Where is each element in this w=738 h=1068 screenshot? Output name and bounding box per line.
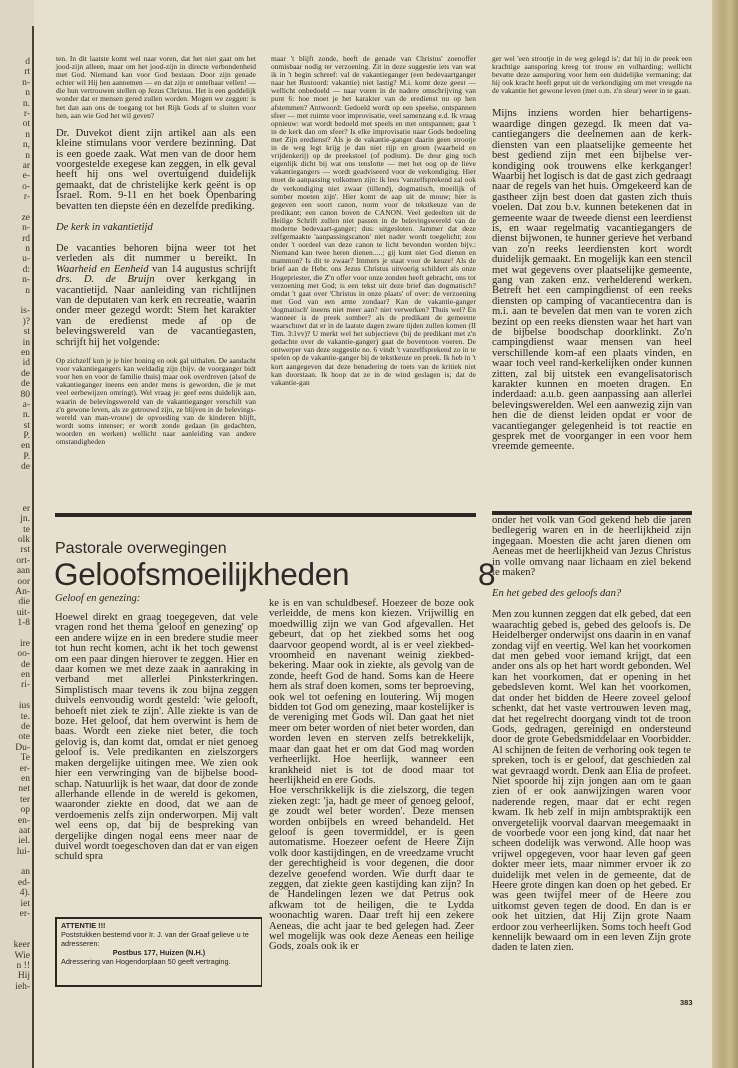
margin-fragment: o-: [22, 181, 30, 192]
margin-fragment: d: [25, 57, 30, 67]
top-column-2: [271, 55, 476, 513]
page-number: 383: [680, 998, 693, 1007]
text: van 14 augustus schrijft: [148, 263, 256, 275]
section-divider: [55, 513, 476, 517]
article-column-1: [55, 593, 258, 863]
margin-fragment: aan: [16, 566, 30, 577]
margin-fragment: olk: [17, 534, 30, 545]
quote-block: ger wel 'een strootje in de weg gelegd is'; dat hij in de preek een krachtige aansporing kreeg tot trouw en volharding; wellicht bevatte deze aansporing voor hem een duidelijke vermaning; dat hij ook kracht heeft geput uit de verkondiging om met vreugde na de vakantie het gewone leven (met o.m. z'n sleur) weer in te gaan.: [492, 54, 692, 96]
margin-fragment: An-: [15, 586, 30, 597]
margin-fragment: ieh-: [15, 981, 30, 992]
margin-fragment: net: [18, 784, 30, 795]
margin-fragment: ri-: [21, 680, 30, 691]
margin-fragment: 1-8: [17, 618, 30, 629]
margin-fragment: n,: [22, 140, 30, 151]
margin-fragment: st: [23, 420, 30, 431]
article-kicker: Pastorale overwegingen: [55, 540, 227, 557]
margin-fragment: ot: [22, 119, 30, 130]
text: over kerkgang in vacantietijd. Naar aanleiding van richtlijnen van de deputaten van kerk en recreatie, waarin onder meer gezegd wordt: Stem het karakter van de eredienst mede af op de belevingswereld van de vacantiegasten, schrijft hij het volgende:: [56, 274, 256, 348]
margin-fragment: Wie: [14, 950, 30, 961]
margin-fragment: e-: [22, 171, 30, 182]
margin-fragment: en: [21, 670, 30, 681]
margin-fragment: ote: [18, 732, 30, 743]
notice-text: Poststukken bestemd voor Ir. J. van der Graaf gelieve u te adresseren:: [61, 930, 249, 948]
article-series-number: 8: [478, 556, 496, 592]
margin-fragment: n: [25, 285, 30, 296]
margin-fragment: d:: [22, 264, 30, 275]
margin-fragment: ter: [19, 794, 30, 805]
margin-fragment: [0, 857, 30, 867]
margin-fragment: [0, 493, 30, 503]
margin-fragment: n-: [22, 223, 30, 234]
paragraph: Hoe verschrikkelijk is die zielszorg, die tegen zieken zegt: 'ja, hadt ge meer of genoeg geloof, ge zoudt wel beter worden'. Deze mensen worden onbijbels en wreed behandeld. Het geloof is geen tovermiddel, er is geen automatisme. Hoezeer oefent de Heere Zijn volk door kastijdingen, en de vreedzame vrucht der gerechtigheid is voor degenen, die door dezelve geoefend worden. Wie durft daar te zeggen, dat ziekte geen kastijding kan zijn? In de Handelingen lezen we dat Petrus ook afkwam tot de heiligen, die te Lydda woonachtig waren. Daar treft hij een zekere Aeneas, die acht jaar te bed gelegen had. Zeer wel mogelijk was ook deze Aeneas een heilige Gods, zoals ook ik er: [269, 785, 474, 953]
margin-fragment: [0, 628, 30, 638]
margin-fragment: oor: [17, 576, 30, 587]
margin-fragment: 4).: [19, 888, 30, 899]
margin-fragment: jn.: [20, 514, 30, 525]
margin-fragment: rt: [24, 67, 30, 78]
section-heading: En het gebed des geloofs dan?: [492, 588, 622, 600]
paragraph: ke is en van schuldbesef. Hoezeer de boze ook verleidde, de mens kon kiezen. Vrijwillig en moedwillig zijn we van God afgevallen. Het gebeurt, dat op het ziekbed soms het oog daarvoor geopend wordt, al is er veel ziekbed-vroomheid en navenant weinig ziekbed-bekering. Maar ook in ziekte, als gevolg van de zonde, heeft God de hand. Soms kan de Heere hem als straf doen komen, soms ter beproeving, ook wel tot oefening en loutering. Wij mogen bidden tot God om genezing, maar kostelijker is de vereniging met Gods wil. Dan gaat het niet meer om beter worden of niet beter worden, dan worden leven en sterven zelfs betrekkelijk, maar dan gaat het er om dat God mag worden verheerlijkt. Hoe heerlijk, wanneer een krankheid niet is tot de dood maar tot heerlijkheid en ere Gods.: [269, 598, 474, 786]
margin-fragment: de: [21, 368, 30, 379]
margin-fragment: P.: [23, 431, 30, 442]
margin-fragment: keer: [13, 940, 30, 951]
margin-fragment: a-: [22, 399, 30, 410]
margin-fragment: aat: [18, 825, 30, 836]
margin-fragment: ed-: [17, 877, 30, 888]
margin-fragment: te: [23, 524, 30, 535]
article-title: Geloofsmoeilijkheden: [54, 556, 350, 592]
top-column-1: [56, 55, 256, 511]
margin-fragment: )?: [22, 316, 30, 327]
margin-fragment: n: [25, 150, 30, 161]
margin-fragment: de: [21, 659, 30, 670]
margin-fragment: [0, 930, 30, 940]
margin-fragment: ire: [19, 638, 30, 649]
top-column-3: [492, 55, 692, 511]
margin-fragment: an: [21, 867, 30, 878]
margin-fragment: iel.: [18, 836, 30, 847]
previous-page-fragments: [0, 57, 30, 992]
margin-fragment: n !!: [16, 960, 30, 971]
margin-fragment: [0, 473, 30, 483]
margin-fragment: op: [20, 805, 30, 816]
margin-fragment: oo-: [17, 649, 30, 660]
paragraph: onder het volk van God gekend heb die jaren bedlegerig waren en in de heerlijkheid zijn ingegaan. Moesten die acht jaren dienen om Aeneas met de heerlijkheid van Jezus Christus in volle omvang naar lichaam en ziel bekend te maken?: [492, 515, 691, 579]
margin-fragment: en: [21, 347, 30, 358]
margin-fragment: ze: [21, 212, 30, 223]
publication-name: Waarheid en Eenheid: [56, 263, 149, 275]
margin-fragment: id: [22, 358, 30, 369]
margin-fragment: st: [23, 327, 30, 338]
margin-fragment: lui-: [16, 846, 30, 857]
margin-fragment: n: [25, 88, 30, 99]
notice-heading: ATTENTIE !!!: [61, 921, 106, 930]
section-heading: Geloof en genezing:: [55, 593, 141, 604]
quote-block: ten. In dit laatste komt wel naar voren, dat het niet gaat om het jood-zijn alleen, maar om het jood-zijn in directe verbondenheid met God. Niemand kan voor God bestaan. Door zijn genade echter wil Hij hen aannemen — en dat zijn er ontelbaar vellen! — die hun vertrouwen stellen op Jezus Christus. Het is een goddelijk wonder dat er mensen gered zullen worden. Mogen we zeggen: is het dan aan ons de toegang tot het Rijk Gods af te sluiten voor hen, aan wie God het wil geven?: [56, 54, 256, 120]
margin-fragment: rst: [20, 545, 30, 556]
margin-fragment: Du-: [15, 742, 30, 753]
margin-fragment: 80: [20, 389, 30, 400]
margin-fragment: n.: [22, 410, 30, 421]
margin-fragment: n-: [22, 77, 30, 88]
margin-fragment: er-: [19, 909, 30, 920]
margin-fragment: de: [21, 462, 30, 473]
quote-block: Op zichzelf kun je je hier honing en ook gal uithalen. De aandacht voor vakantiegangers kan weldadig zijn (bijv. de voorganger bidt voor hen en voor de familie thuis) maar ook overdreven (alsof de vakantieganger ineens een ander mens is geworden, die je met veel eerbewijzen omringt). Wel vraag je: geef eens duidelijk aan, waarin de belevingswereld van de vakantieganger verschilt van z'n gewone leven, als ze getrouwd zijn, ze blijven in de belevingswereld van man-vrouw) de opvoeding van de kinderen blijft, wordt soms intenser; er wordt zonde gedaan (in gedachten, woorden en werken) wellicht naar aanleiding van andere omstandigheden: [56, 356, 256, 446]
margin-fragment: [0, 296, 30, 306]
margin-fragment: [0, 202, 30, 212]
text: De vacanties behoren bijna weer tot het verleden als dit nummer u bereikt. In: [56, 243, 256, 265]
margin-fragment: in: [22, 337, 30, 348]
margin-fragment: n.: [22, 98, 30, 109]
margin-fragment: er-: [19, 763, 30, 774]
margin-fragment: iet: [20, 898, 30, 909]
margin-fragment: ius: [18, 701, 30, 712]
margin-fragment: [0, 691, 30, 701]
margin-fragment: de: [21, 722, 30, 732]
paragraph: Dr. Duvekot dient zijn artikel aan als een kleine stimulans voor verdere bezinning. Dat is een goede zaak. Wat men van de door hem voorgestelde exegese kan zeggen, in elk geval heeft hij ons wel overtuigend duidelijk gemaakt, dat de christelijke kerk geënt is op Israel. Rom. 9-11 en het boek Openbaring bevatten ten diepste één en dezelfde prediking.: [56, 127, 256, 212]
quote-block: maar 't blijft zonde, heeft de genade van Christus' zoenoffer onmisbaar nodig ter verzoening. Zit in deze suggestie iets van wat ik in 't begin schreef: val de vakantieganger (een bedevaartganger naar het Rustoord: vakantie) niet lastig? M.i. komt deze geest — wellicht onbedoeld — naar voren in de nadere omschrijving van punt 6: hoe moet je het karakter van de eredienst nu op hen afstemmen? Antwoord: Gedoeld wordt op een speelse, ontspannen sfeer — met ruimte voor improvisatie, veel samenzang e.d. Ik vraag opnieuw: wat wordt bedoeld met speels en met ontspannen; gaat 't in de kerk dan om sfeer? Is elke improvisatie naar Gods bedoeling met Zijn eredienst? Als je de vakantie-ganger daarin geen strootje in de weg legt krijg je dan niet rijp en groen (waarheid en vrijdenkerij) op de preekstoel (of podium). De deur ging toch eigenlijk dicht bij wat ons tenslotte — met het oog op de lieve vakantiegangers — wordt geadviseerd voor de verkondiging. Hier moet de aanpassing volkomen zijn: ik lees 'vanzelfsprekend zal ook de verkondiging niet zwaar (tillend), dogmatisch, moeilijk of somber moeten zijn'. Hier komt de aap uit de mouw; hier is gegeven een soort canon, norm voor de tekstkeuze van de predikant; een canon boven de CANON. Veel gedeelten uit de Heilige Schrift zullen niet passen in de belevingswereld van de moderne bedevaart-ganger; dus: uitgesloten. Jammer dat deze zelfgemaakte 'aanpassingscanon' niet nader wordt toegelicht; zou onder 't oordeel van deze canon te licht bevonden worden bijv.: Niemand kan twee heren dienen.....; gij kunt niet God dienen en mammon? Is dit te zwaar? Immers je staat voor de keuze! Als de brief aan de Hebr. ons Jezus Christus uitvoerig schildert als onze Hogepriester, die Z'n offer voor onze zonden heeft gebracht, ons tot verzoening met God; is een tekst uit deze brief dan dogmatisch? omdat 't gaat over 'Christus in onze plaats' of over: de verzoening met God van een arme zondaar? Kan de vakantie-ganger 'dogmatisch' ineens niet meer aan? niet verwerken? Thuis wel? En wanneer is de preek somber? als de predikant de gemeente waarschuwt dat er in de laatste dagen zware tijden zullen komen (II Tim. 3:1vv)? U merkt wel het subjectieve (bij de predikant met z'n gedachte over de vakantie-ganger) gaat de boventoon voeren. De ontwerper van deze suggestie no. 6 vindt 't vanzelfsprekend zo in te spelen op de vakantie-ganger bij de tekstkeuze en preek. Ik heb in 't kort aangegeven dat deze benadering de toets van de kritiek niet kan doorstaan. Ik hoop dat ze in de wind geslagen is; dat de vakantie-gan: [271, 54, 476, 387]
margin-fragment: de: [21, 379, 30, 390]
margin-fragment: uit-: [16, 607, 30, 618]
margin-fragment: die: [18, 597, 30, 608]
author-name: drs. D. de Bruijn: [56, 274, 155, 286]
margin-fragment: n: [25, 129, 30, 140]
margin-fragment: Hij: [17, 971, 30, 982]
margin-fragment: u-: [22, 254, 30, 265]
paragraph: Mijns inziens worden hier behartigenswaardige dingen gezegd. Ik meen dat vacantiegangers die deelnemen aan de kerkdiensten van een plaatselijke gemeente het best gediend zijn met een bijbelse verkondiging ook trouwens elke kerkganger! Waarbij het logisch is dat de gast zich gedraagt naar de regels van het huis. Omgekeerd kan de gastheer zijn best doen dat gasten zich thuis voelen. Dat zou b.v. kunnen betekenen dat in gemeente waar de tweede dienst een leerdienst is, en waar regelmatig vacantiegangers de dienst bijwonen, te hunner gerieve het verband van zo'n reeks leerdiensten kort wordt duidelijk gemaakt. En mogelijk kan een stencil met wat gegevens over plaatselijke gemeente, gang van zaken enz. verhelderend werken. Betreft het een campingdienst of een reeks diensten op camping of vacantiecentra dan is m.i. aan te bevelen dat men van te voren zich bezint op een reeks diensten waar het hart van de bijbelse boodschap doorklinkt. Zo'n campingdienst waar mensen van heel verschillende kom-af een plaats vinden, en waar toch veel rand-kerkelijken onder kunnen zitten, zal bij uitstek een evangelisatorisch karakter kunnen en moeten dragen. En inderdaad: a.u.b. geen aanpassing aan allerlei belevingswerelden. Wel een aanwezig zijn van hen die de dienst leiden opdat er voor de vacantieganger gelegenheid is tot reactie en gesprek met de voorganger in een voor hem vreemde gemeente.: [492, 108, 692, 453]
article-column-2: [269, 599, 474, 999]
margin-fragment: er: [22, 503, 30, 514]
margin-fragment: Te: [20, 753, 30, 764]
notice-text: Adressering van Hogendorplaan 50 geeft vertraging.: [61, 957, 231, 966]
paragraph: [56, 244, 256, 348]
notice-address: Postbus 177, Huizen (N.H.): [112, 948, 206, 957]
margin-fragment: [0, 919, 30, 929]
margin-fragment: en-: [17, 815, 30, 826]
margin-fragment: en: [21, 773, 30, 784]
paragraph: Hoewel direkt en graag toegegeven, dat vele vragen rond het thema 'geloof en genezing' op een andere wijze en in een bredere studie meer tot hun recht komen, acht ik het toch gewenst om een paar dingen hierover te zeggen. Hier en daar komen we met deze zaak in aanraking in verband met allerlei Pinksterkringen. Simplistisch maar tevens ik zou bijna zeggen duivels eenvoudig wordt gesteld: 'wie gelooft, behoeft niet ziek te zijn'. Alle ziekte is van de boze. Het geloof, dat hem overwint is hem de baas. Wordt een zieke niet beter, die toch gelovig is, dan komt dat, omdat er niet genoeg geloof is. Vele predikanten en zielszorgers maken dergelijke uitingen mee. We zien ook hier een verwringing van de bijbelse boodschap. Natuurlijk is het waar, dat door de zonde allerhande ellende in de wereld is gekomen, waaronder ziekte en dood, dat we aan de verdoemenis zelfs zijn onderworpen. Mij valt wel eens op, dat bij de bespreking van dergelijke dingen nogal eens meer naar de duivel wordt toegeschoven dan dat er van eigen schuld spra: [55, 612, 258, 863]
margin-fragment: ar: [22, 160, 30, 171]
margin-fragment: n-: [22, 275, 30, 286]
previous-page-gutter: [0, 0, 34, 1068]
paragraph: Men zou kunnen zeggen dat elk gebed, dat een waarachtig gebed is, gebed des geloofs is. De Heidelberger onderwijst ons daarin in en vanaf zondag vijf en veertig. Wel kan het voorkomen dat men gebed voor iemand krijgt, dat een ander ons als op het hart wordt gebonden. Wel kan het voorkomen, dat er opening in het gebedsleven komt. Wel kan het voorkomen, dat onder het bidden de Heere zoveel geloof schenkt, dat het vaste vertrouwen leven mag, dat het regelrecht doorgang vindt tot de troon Gods, gedragen, gereinigd en ondersteund door de grote Gebedsmiddelaar en Voorbidder. Al schijnen de feiten de verhoring ook tegen te spreken, toch is er geloof, dat geschieden zal wat gevraagd wordt. Denk aan Elia de profeet. Niet spoorde hij zijn jongen aan om te gaan zien of er ook aanwijzingen waren voor naderende regen, maar dat er echt regen kwam. Ik heb zelf in mijn ambtspraktijk een onvergetelijk voorval daarvan meegemaakt in de voorbede voor een jong kind, dat naar het scheen dodelijk was verwond. Alle hoop was vrijwel opgegeven, voor haar leven gaf geen dokter meer iets, maar nimmer ervoer ik zo duidelijk met velen in de gemeente, dat de Heere grote dingen kan doen op het gebed. Er was geen twijfel meer of de Heere zou uitkomst geven tegen de dood. En dan is er ook het uitzien, dat Hij Zijn grote Naam erdoor zou verheerlijken. Soms toch heeft God kennelijk bewaard om in een leven Zijn grote daden te laten zien.: [492, 609, 691, 954]
page-fold-line: [32, 26, 34, 1068]
margin-fragment: te.: [20, 711, 30, 722]
margin-fragment: [0, 483, 30, 493]
margin-fragment: n: [25, 244, 30, 255]
margin-fragment: rd: [22, 233, 30, 244]
attention-notice-box: [55, 917, 262, 987]
margin-fragment: r-: [23, 108, 30, 119]
margin-fragment: ort-: [16, 555, 30, 566]
margin-fragment: is-: [20, 306, 30, 317]
margin-fragment: r-: [23, 192, 30, 203]
section-heading: De kerk in vakantietijd: [56, 222, 153, 233]
margin-fragment: P.: [23, 451, 30, 462]
article-column-3: [492, 516, 691, 996]
book-page-edge: [712, 0, 738, 1068]
margin-fragment: en: [21, 441, 30, 452]
